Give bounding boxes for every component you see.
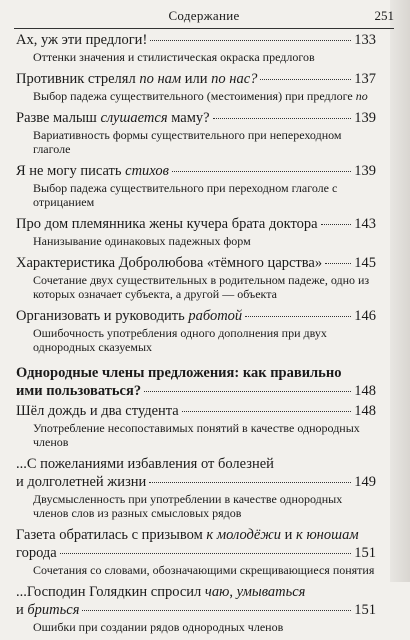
header-page-number: 251 xyxy=(374,8,394,23)
toc-entry-title-row xyxy=(16,402,376,420)
toc-entry xyxy=(16,109,376,156)
toc-entry-description: Вариативность формы существительного при непереходном глаголе xyxy=(33,128,342,156)
toc-entry-page: 145 xyxy=(354,255,376,271)
toc-entry-description: Двусмысленность при употреблении в качестве однородных членов слов из разных смысловых рядов xyxy=(33,492,343,520)
table-of-contents xyxy=(16,31,376,640)
section-page: 148 xyxy=(354,383,376,399)
toc-entry-description: Ошибки при создании рядов однородных членов xyxy=(33,620,284,634)
toc-entry-title: Разве малыш слушается маму? xyxy=(16,110,210,126)
leader-dots xyxy=(213,118,352,119)
toc-entry-page: 151 xyxy=(354,602,376,618)
leader-dots xyxy=(150,40,351,41)
toc-entry xyxy=(16,307,376,354)
toc-entry-description: Сочетания со словами, обозначающими скрещивающиеся понятия xyxy=(33,563,375,577)
toc-entry-description: Употребление несопоставимых понятий в качестве однородных членов xyxy=(33,421,360,449)
toc-entry-page: 137 xyxy=(354,71,376,87)
running-header xyxy=(14,6,394,26)
toc-entry-description: Выбор падежа существительного (местоимения) при предлоге по xyxy=(33,89,368,103)
toc-entry-title-row xyxy=(16,473,376,491)
toc-entry-description: Ошибочность употребления одного дополнения при двух однородных сказуемых xyxy=(33,326,327,354)
toc-entry xyxy=(16,162,376,209)
header-rule xyxy=(14,28,394,29)
section-heading-line2 xyxy=(16,382,376,400)
toc-entry-page: 139 xyxy=(354,163,376,179)
leader-dots xyxy=(260,79,351,80)
leader-dots xyxy=(182,411,352,412)
toc-entry-title: Противник стрелял по нам или по нас? xyxy=(16,71,258,87)
toc-entry-title: Я не могу писать стихов xyxy=(16,163,169,179)
toc-entry xyxy=(16,583,376,634)
section-heading-line1: Однородные члены предложения: как правильно xyxy=(16,365,342,381)
toc-entry-title: Ах, уж эти предлоги! xyxy=(16,32,148,48)
leader-dots xyxy=(325,263,351,264)
toc-entry-title-row xyxy=(16,109,376,127)
toc-entry-title-row xyxy=(16,544,376,562)
toc-entry-description: Сочетание двух существительных в родительном падеже, одно из которых означает субъекта, а другой — объекта xyxy=(33,273,370,301)
toc-entry-page: 148 xyxy=(354,403,376,419)
toc-entry-description: Выбор падежа существительного при переходном глаголе с отрицанием xyxy=(33,181,338,209)
toc-entry xyxy=(16,254,376,301)
toc-list-morphology xyxy=(16,31,376,354)
section-heading xyxy=(16,364,376,400)
leader-dots xyxy=(82,610,351,611)
toc-entry-title-row xyxy=(16,162,376,180)
toc-entry-title-row xyxy=(16,70,376,88)
toc-entry-page: 139 xyxy=(354,110,376,126)
toc-entry-title: и бриться xyxy=(16,602,80,618)
toc-entry-description: Оттенки значения и стилистическая окраска предлогов xyxy=(33,50,315,64)
toc-entry-title-line1: ...Господин Голядкин спросил чаю, умываться xyxy=(16,584,306,600)
toc-entry xyxy=(16,455,376,520)
toc-list-homogeneous xyxy=(16,402,376,634)
leader-dots xyxy=(60,553,352,554)
toc-entry-title: Про дом племянника жены кучера брата доктора xyxy=(16,216,318,232)
toc-entry-page: 149 xyxy=(354,474,376,490)
toc-entry xyxy=(16,31,376,64)
page-edge-shadow xyxy=(390,0,410,582)
toc-entry-page: 143 xyxy=(354,216,376,232)
toc-entry-title: города xyxy=(16,545,57,561)
toc-entry-title-row xyxy=(16,215,376,233)
toc-entry-description: Нанизывание одинаковых падежных форм xyxy=(33,234,251,248)
toc-entry-page: 146 xyxy=(354,308,376,324)
leader-dots xyxy=(172,171,351,172)
toc-entry xyxy=(16,215,376,248)
toc-entry-title-line1: ...С пожеланиями избавления от болезней xyxy=(16,456,274,472)
toc-entry-title: Шёл дождь и два студента xyxy=(16,403,179,419)
toc-entry-title-row xyxy=(16,31,376,49)
toc-entry xyxy=(16,70,376,103)
leader-dots xyxy=(321,224,352,225)
toc-entry xyxy=(16,526,376,577)
header-title: Содержание xyxy=(168,8,240,23)
toc-entry-page: 151 xyxy=(354,545,376,561)
leader-dots xyxy=(149,482,351,483)
toc-entry-title-row xyxy=(16,307,376,325)
toc-entry-page: 133 xyxy=(354,32,376,48)
toc-entry-title-row xyxy=(16,254,376,272)
leader-dots xyxy=(245,316,351,317)
toc-entry-title: Организовать и руководить работой xyxy=(16,308,243,324)
leader-dots xyxy=(144,391,351,392)
section-heading-text: ими пользоваться? xyxy=(16,383,142,399)
toc-entry-title: и долголетней жизни xyxy=(16,474,147,490)
toc-entry-title-line1: Газета обратилась с призывом к молодёжи и к юношам xyxy=(16,527,359,543)
toc-entry-title: Характеристика Добролюбова «тёмного царства» xyxy=(16,255,323,271)
toc-entry-title-row xyxy=(16,601,376,619)
toc-entry xyxy=(16,402,376,449)
